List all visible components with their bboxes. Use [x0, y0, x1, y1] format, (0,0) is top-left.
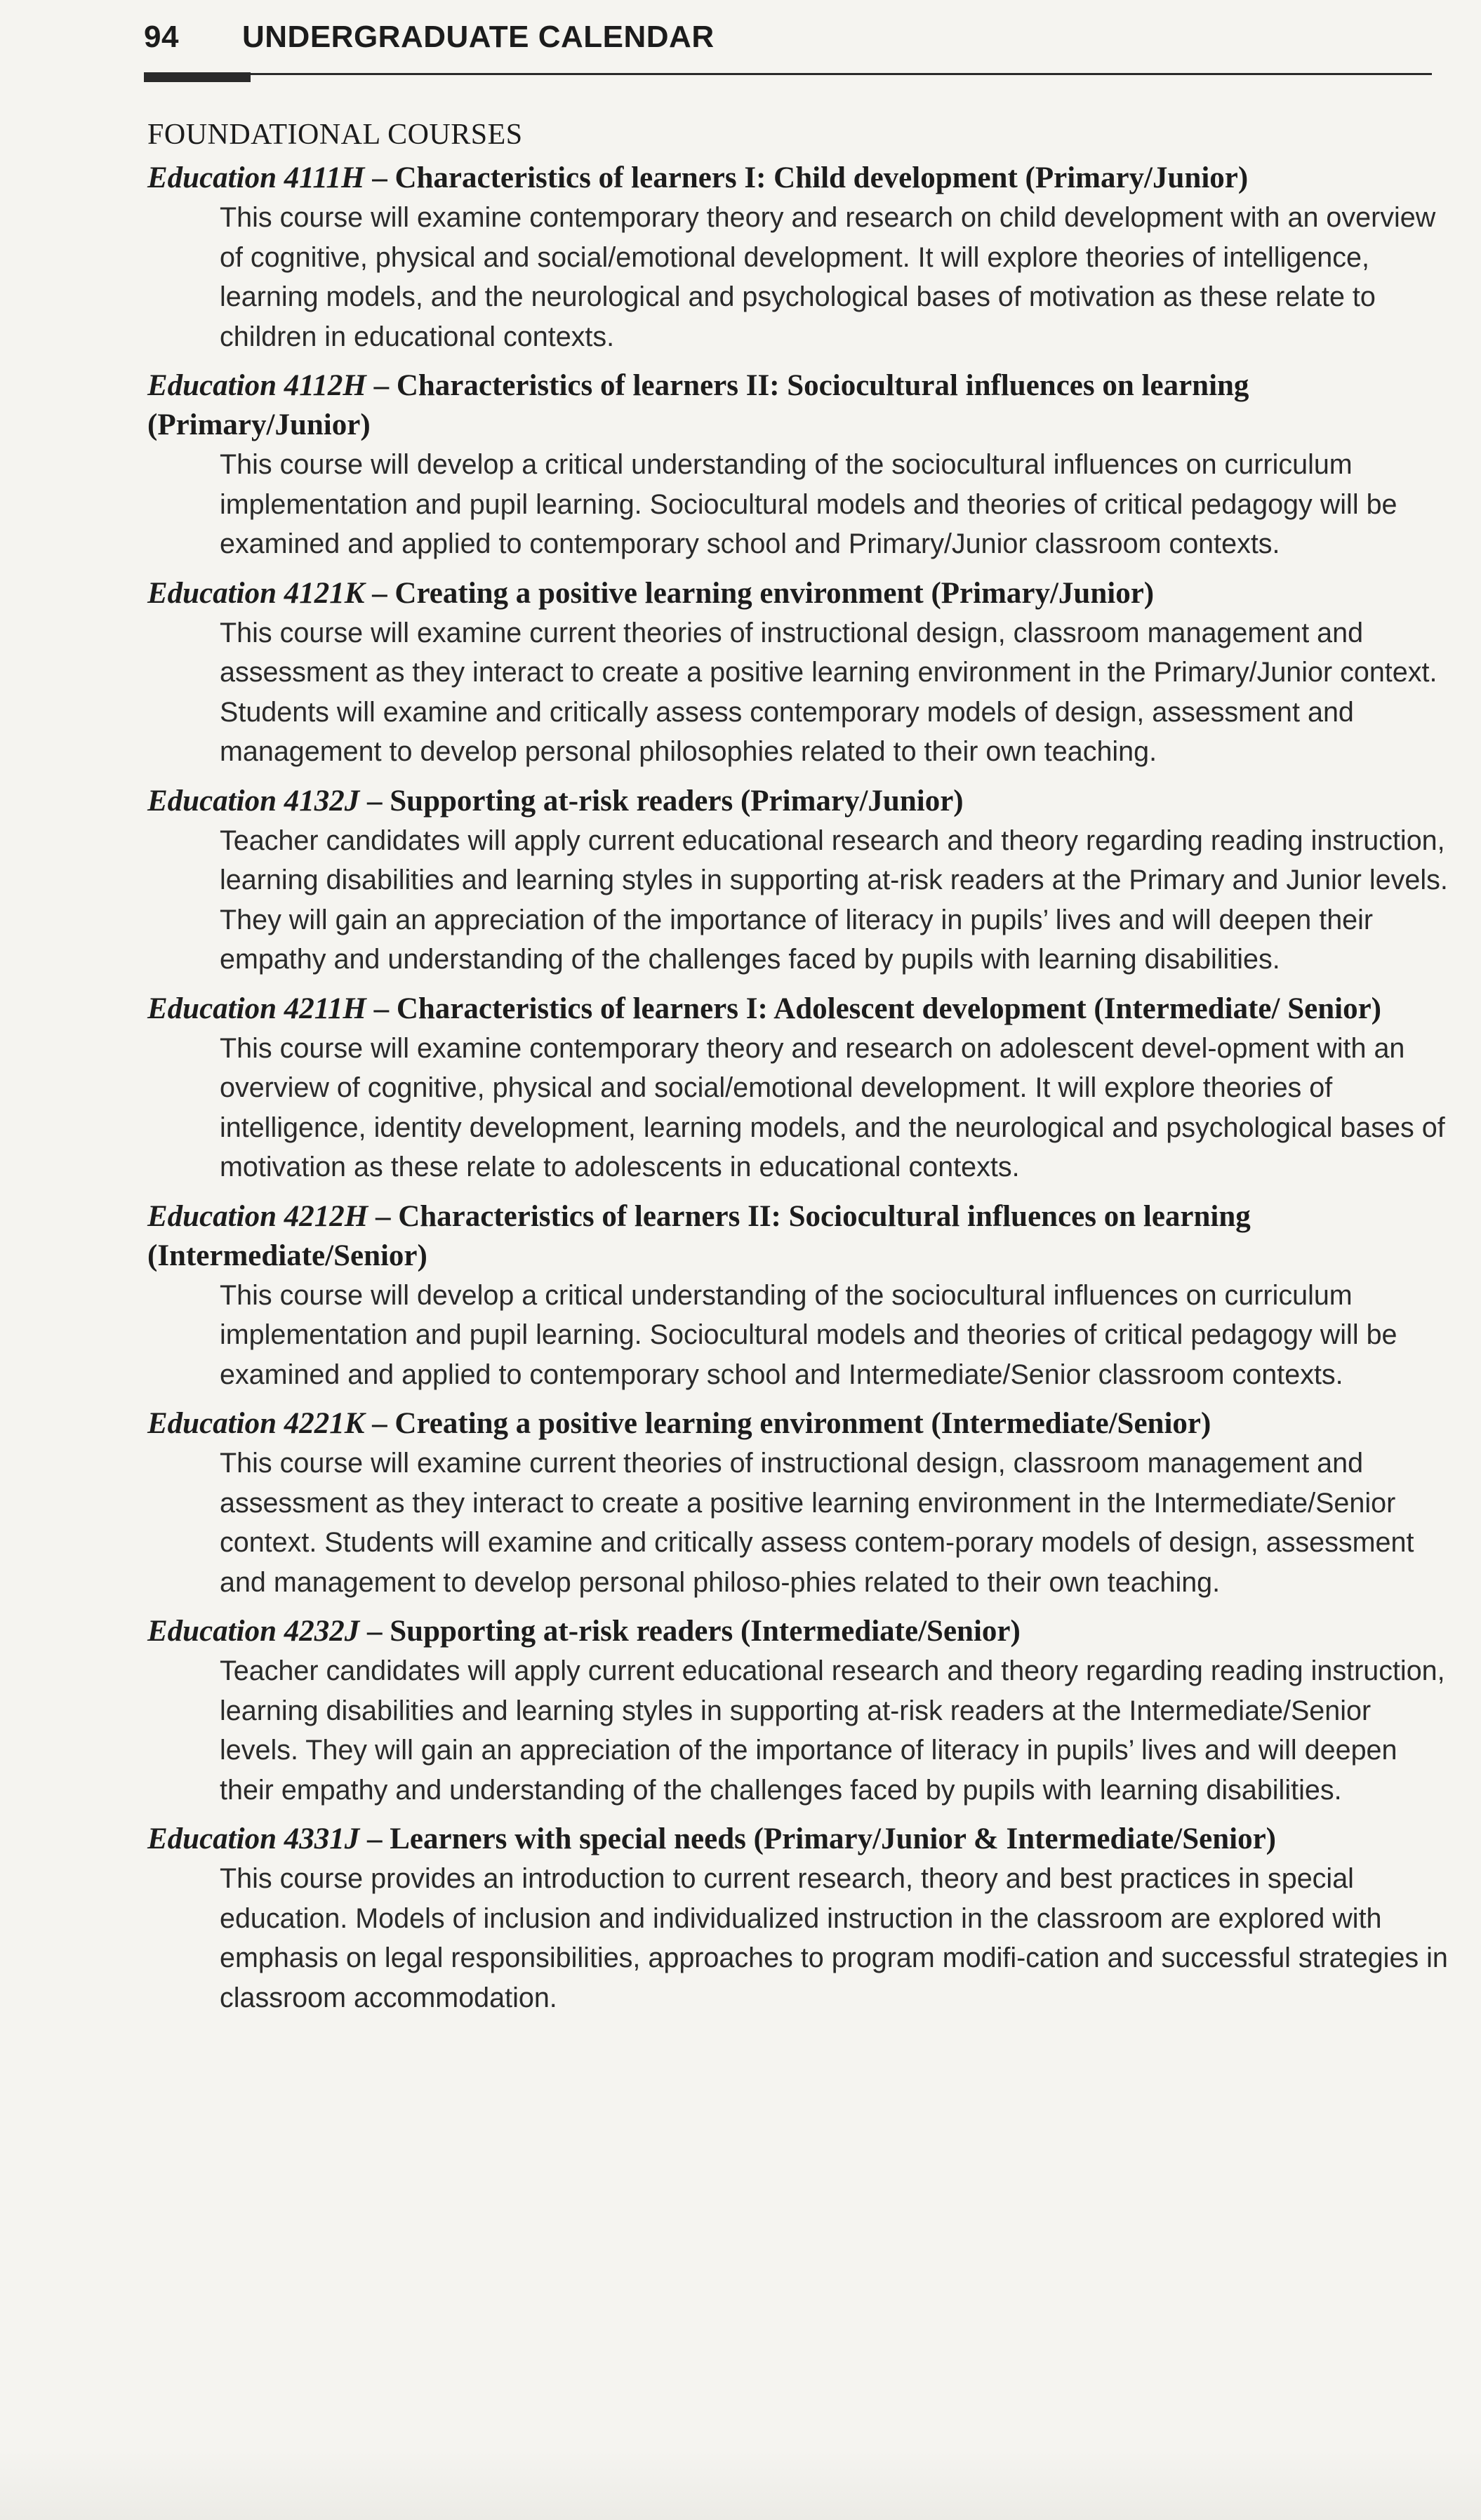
course-entry	[147, 1197, 1453, 1395]
course-title: Supporting at-risk readers (Intermediate/Senior)	[390, 1615, 1021, 1648]
course-entry	[147, 1404, 1453, 1602]
course-heading	[147, 366, 1453, 445]
course-separator: –	[366, 369, 397, 402]
section-heading: FOUNDATIONAL COURSES	[147, 119, 523, 151]
course-separator: –	[366, 992, 397, 1025]
course-code: Education 4221K	[147, 1407, 365, 1440]
course-entry	[147, 989, 1453, 1187]
course-heading	[147, 1197, 1453, 1276]
course-separator: –	[364, 1407, 395, 1440]
course-code: Education 4112H	[147, 369, 366, 402]
page-content	[147, 118, 1453, 2027]
header-rule-accent	[144, 72, 251, 82]
page-number: 94	[144, 20, 179, 54]
course-entry	[147, 782, 1453, 980]
course-description: This course will examine contemporary theory and research on adolescent devel-opment with an overview of cognitive, physical and social/emotional development. It will explore theories of intelligence, identity development, learning models, and the neurological and psychological bases of motivation as these relate to adolescents in educational contexts.	[220, 1032, 1445, 1182]
course-code: Education 4111H	[147, 161, 365, 194]
course-separator: –	[359, 1822, 390, 1855]
course-heading	[147, 1404, 1453, 1444]
course-description: Teacher candidates will apply current educational research and theory regarding reading instruction, learning disabilities and learning styles in supporting at-risk readers at the Intermediate/Senior levels. They will gain an appreciation of the importance of literacy in pupils’ lives and will deepen their empathy and understanding of the challenges faced by pupils with learning disabilities.	[220, 1655, 1445, 1806]
course-separator: –	[368, 1199, 399, 1233]
course-title: Characteristics of learners II: Sociocultural influences on learning (Primary/Junior)	[147, 369, 1249, 441]
course-entry	[147, 366, 1453, 564]
course-description: This course provides an introduction to current research, theory and best practices in special education. Models of inclusion and individualized instruction in the classroom are explored with emphasis on legal responsibilities, approaches to program modifi-cation and successful strategies in classroom accommodation.	[220, 1863, 1448, 2013]
course-heading	[147, 989, 1453, 1029]
course-title: Supporting at-risk readers (Primary/Junior)	[390, 784, 964, 818]
course-separator: –	[359, 784, 390, 818]
course-description: Teacher candidates will apply current educational research and theory regarding reading instruction, learning disabilities and learning styles in supporting at-risk readers at the Primary and Junior levels. They will gain an appreciation of the importance of literacy in pupils’ lives and will deepen their empathy and understanding of the challenges faced by pupils with learning disabilities.	[220, 825, 1448, 975]
course-code: Education 4232J	[147, 1615, 360, 1648]
course-title: Characteristics of learners I: Adolescent development (Intermediate/ Senior)	[396, 992, 1381, 1025]
course-code: Education 4121K	[147, 576, 365, 610]
page-bottom-margin	[0, 2450, 1481, 2520]
running-title: UNDERGRADUATE CALENDAR	[242, 20, 715, 54]
course-code: Education 4331J	[147, 1822, 360, 1855]
course-separator: –	[359, 1615, 390, 1648]
course-code: Education 4212H	[147, 1199, 368, 1233]
course-heading	[147, 1612, 1453, 1651]
course-description: This course will examine contemporary theory and research on child development with an overview of cognitive, physical and social/emotional development. It will explore theories of intelligence, learning models, and the neurological and psychological bases of motivation as these relate to children in educational contexts.	[220, 202, 1436, 352]
course-description: This course will examine current theories of instructional design, classroom management and assessment as they interact to create a positive learning environment in the Primary/Junior context. Students will examine and critically assess contemporary models of design, assessment and management to develop personal philosophies related to their own teaching.	[220, 617, 1437, 767]
course-entry	[147, 1820, 1453, 2018]
course-entry	[147, 574, 1453, 772]
course-description: This course will develop a critical understanding of the sociocultural influences on curriculum implementation and pupil learning. Sociocultural models and theories of critical pedagogy will be examined and applied to contemporary school and Intermediate/Senior classroom contexts.	[220, 1279, 1397, 1390]
header-rule	[144, 73, 1432, 75]
course-entry	[147, 159, 1453, 356]
course-title: Characteristics of learners II: Sociocultural influences on learning (Intermediate/Senior)	[147, 1199, 1251, 1272]
course-title: Creating a positive learning environment (Primary/Junior)	[394, 576, 1155, 610]
course-code: Education 4132J	[147, 784, 360, 818]
course-separator: –	[364, 576, 395, 610]
course-heading	[147, 1820, 1453, 1859]
course-description: This course will examine current theories of instructional design, classroom management and assessment as they interact to create a positive learning environment in the Intermediate/Senior context. Students will examine and critically assess contem-porary models of design, assessment and management to develop personal philoso-phies related to their own teaching.	[220, 1448, 1414, 1598]
course-title: Creating a positive learning environment (Intermediate/Senior)	[394, 1407, 1211, 1440]
course-heading	[147, 159, 1453, 198]
course-separator: –	[364, 161, 395, 194]
course-heading	[147, 574, 1453, 613]
course-description: This course will develop a critical understanding of the sociocultural influences on curriculum implementation and pupil learning. Sociocultural models and theories of critical pedagogy will be examined and applied to contemporary school and Primary/Junior classroom contexts.	[220, 449, 1397, 559]
course-code: Education 4211H	[147, 992, 366, 1025]
course-title: Learners with special needs (Primary/Junior & Intermediate/Senior)	[390, 1822, 1276, 1855]
course-title: Characteristics of learners I: Child development (Primary/Junior)	[394, 161, 1249, 194]
running-head	[144, 20, 715, 55]
course-heading	[147, 782, 1453, 821]
course-entry	[147, 1612, 1453, 1810]
